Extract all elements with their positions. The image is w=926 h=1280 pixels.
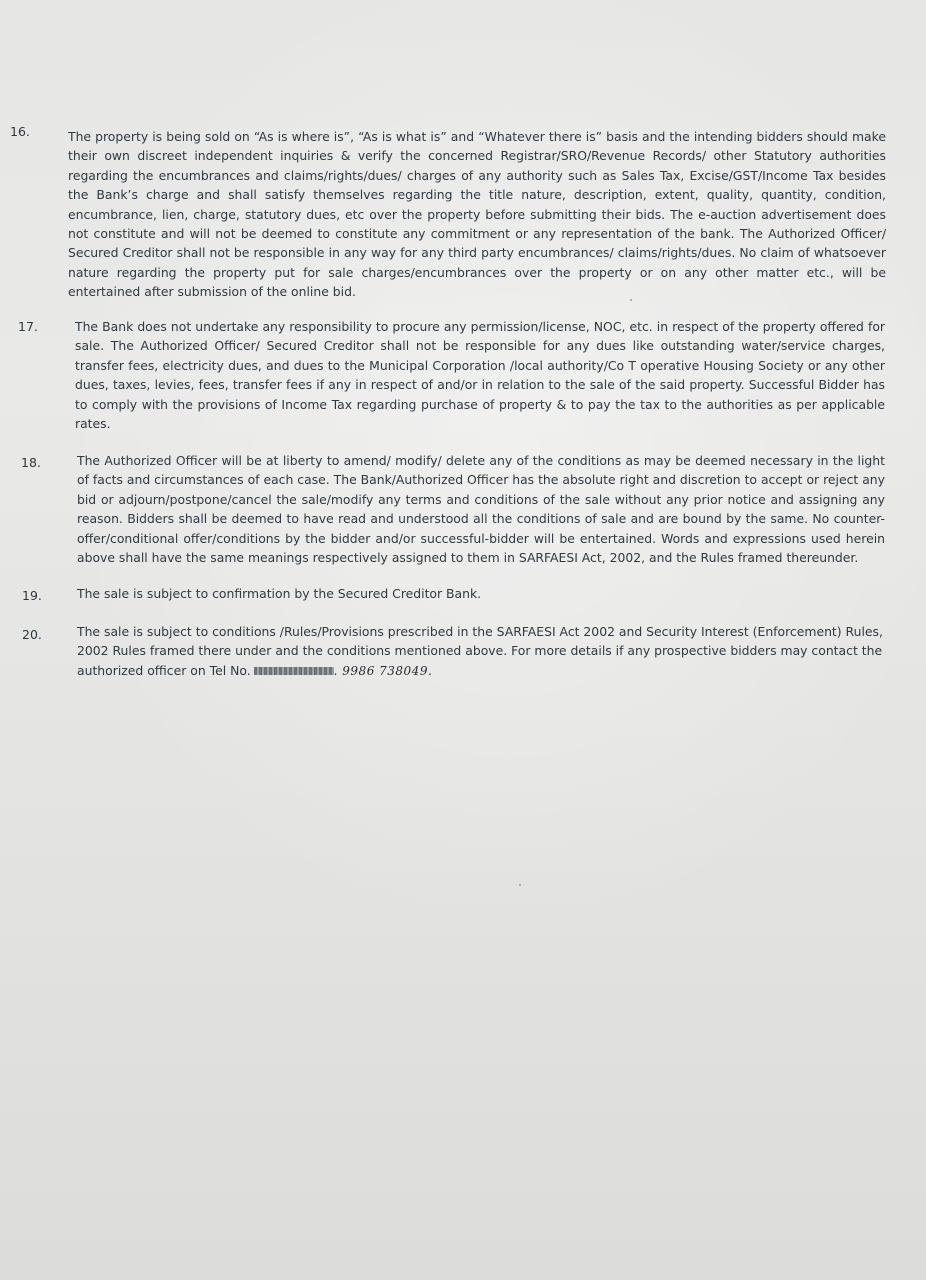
clause-text: The property is being sold on “As is where is”, “As is what is” and “Whatever there is” basis and the intending bidders should make their own discreet independent inquiries & verify the concerned Registrar/SRO/Revenue Records/ other Statutory authorities regarding the encumbrances and claims/rights/dues/ charges of any authority such as Sales Tax, Excise/GST/Income Tax besides the Bank’s charge and shall satisfy themselves regarding the title nature, description, extent, quality, quantity, condition, encumbrance, lien, charge, statutory dues, etc over the property before submitting their bids. The e-auction advertisement does not constitute and will not be deemed to constitute any commitment or any representation of the bank. The Authorized Officer/ Secured Creditor shall not be responsible in any way for any third party encumbrances/ claims/rights/dues. No claim of whatsoever nature regarding the property put for sale charges/encumbrances over the property or on any other matter etc., will be entertained after submission of the online bid. xyxy=(68,129,886,300)
clause-number: 17. xyxy=(18,319,38,334)
clause-text: The Bank does not undertake any responsibility to procure any permission/license, NOC, etc. in respect of the property offered for sale. The Authorized Officer/ Secured Creditor shall not be responsible for any dues like outstanding water/service charges, transfer fees, electricity dues, and dues to the Municipal Corporation /local authority/Co T operative Housing Society or any other dues, taxes, levies, fees, transfer fees if any in respect of and/or in relation to the sale of the said property. Successful Bidder has to comply with the provisions of Income Tax regarding purchase of property & to pay the tax to the authorities as per applicable rates. xyxy=(75,319,885,432)
paper-speck xyxy=(630,299,632,301)
clause-number: 18. xyxy=(21,455,41,470)
handwritten-phone-number: . 9986 738049. xyxy=(333,663,433,678)
redacted-phone-number xyxy=(254,667,334,675)
paper-speck xyxy=(519,884,521,886)
clause-text xyxy=(77,622,883,681)
clause-number: 20. xyxy=(22,627,42,642)
clause-text: The Authorized Officer will be at liberty to amend/ modify/ delete any of the conditions as may be deemed necessary in the light of facts and circumstances of each case. The Bank/Authorized Officer has the absolute right and discretion to accept or reject any bid or adjourn/postpone/cancel the sale/modify any terms and conditions of the sale without any prior notice and assigning any reason. Bidders shall be deemed to have read and understood all the conditions of sale and are bound by the same. No counter-offer/conditional offer/conditions by the bidder and/or successful-bidder will be entertained. Words and expressions used herein above shall have the same meanings respectively assigned to them in SARFAESI Act, 2002, and the Rules framed thereunder. xyxy=(77,453,885,566)
clause-number: 16. xyxy=(10,124,30,139)
clause-20-body: The sale is subject to conditions /Rules/Provisions prescribed in the SARFAESI Act 2002 and Security Interest (Enforcement) Rules, 2002 Rules framed there under and the conditions mentioned above. For more details if any prospective bidders may contact the authorized officer on Tel No. xyxy=(77,624,883,678)
clause-number: 19. xyxy=(22,588,42,603)
clause-text: The sale is subject to confirmation by the Secured Creditor Bank. xyxy=(77,586,482,601)
